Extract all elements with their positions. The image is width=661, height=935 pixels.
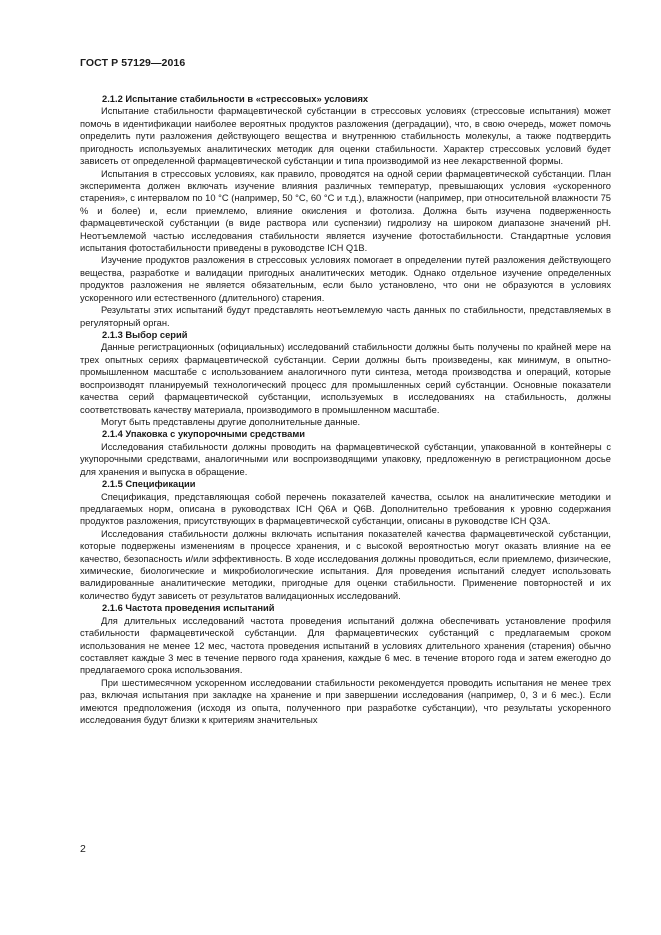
- paragraph: Изучение продуктов разложения в стрессовых условиях помогает в определении путей разложения действующего вещества, разработке и валидации пригодных аналитических методик. Однако отдельное изучение определенных продуктов разложения не является обязательным, если было установлено, что они не образуются в условиях ускоренного или естественного (длительного) старения.: [80, 255, 611, 303]
- section-heading: 2.1.4 Упаковка с укупорочными средствами: [102, 429, 305, 440]
- document-header: ГОСТ Р 57129—2016: [80, 57, 186, 69]
- section-heading: 2.1.6 Частота проведения испытаний: [102, 603, 275, 614]
- paragraph: Результаты этих испытаний будут представлять неотъемлемую часть данных по стабильности, представляемых в регуляторный орган.: [80, 305, 611, 328]
- section-heading: 2.1.3 Выбор серий: [102, 330, 188, 341]
- page-number: 2: [80, 843, 86, 855]
- paragraph: При шестимесячном ускоренном исследовании стабильности рекомендуется проводить испытания не менее трех раз, включая испытания при закладке на хранение и при завершении исследования (например, 0, 3 и 6 мес.). Если имеются предположения (исходя из опыта, полученного при разработке субстанции), что результаты ускоренного исследования будут близки к критериям значительных: [80, 677, 611, 726]
- paragraph: Исследования стабильности должны проводить на фармацевтической субстанции, упакованной в контейнеры с укупорочными средствами, аналогичными или воспроизводящими упаковку, предложенную в регистрационном досье для хранения и выпуска в обращение.: [80, 441, 611, 477]
- paragraph: Могут быть представлены другие дополнительные данные.: [101, 416, 361, 427]
- section-heading: 2.1.5 Спецификации: [102, 479, 196, 490]
- paragraph: Испытания в стрессовых условиях, как правило, проводятся на одной серии фармацевтической субстанции. План эксперимента должен включать изучение влияния различных температур, превышающих условия «ускоренного старения», с интервалом по 10 °С (например, 50 °С, 60 °С и т.д.), влажности (например, при относительной влажности 75 % и более) и, если приемлемо, влияние окисления и фотолиза. Должна быть изучена подверженность фармацевтической субстанции (в виде раствора или суспензии) гидролизу на широком диапазоне значений pH. Неотъемлемой частью исследования стабильности является изучение фотостабильности. Стандартные условия испытания фотостабильности приведены в руководстве ICH Q1B.: [80, 168, 611, 254]
- paragraph: Спецификация, представляющая собой перечень показателей качества, ссылок на аналитические методики и предлагаемых норм, описана в руководствах ICH Q6A и Q6B. Дополнительно требования к уровню содержания продуктов разложения, присутствующих в фармацевтической субстанции, описаны в руководстве ICH Q3A.: [80, 491, 611, 527]
- paragraph: Исследования стабильности должны включать испытания показателей качества фармацевтической субстанции, которые подвержены изменениям в процессе хранения, и с высокой вероятностью могут оказать влияние на ее качество, безопасность и/или эффективность. В ходе исследования должны проводиться, если приемлемо, физические, химические, биологические и микробиологические испытания. Для проведения испытаний следует использовать валидированные аналитические методики, пригодные для оценки стабильности. Применение повторностей и их количество будут зависеть от результатов валидационных исследований.: [80, 528, 611, 601]
- section-heading: 2.1.2 Испытание стабильности в «стрессовых» условиях: [102, 94, 369, 104]
- paragraph: Данные регистрационных (официальных) исследований стабильности должны быть получены по крайней мере на трех опытных сериях фармацевтической субстанции. Серии должны быть произведены, как минимум, в опытно-промышленном масштабе с использованием аналогичного пути синтеза, метода производства и операций, которые воспроизводят планируемый технологический процесс для промышленных серий субстанции. Основные показатели качества серий фармацевтической субстанции, используемых в исследованиях на стабильность, должны соответствовать качеству материала, производимого в промышленном масштабе.: [80, 342, 611, 415]
- paragraph: Испытание стабильности фармацевтической субстанции в стрессовых условиях (стрессовые испытания) может помочь в идентификации наиболее вероятных продуктов разложения (деградации), что, в свою очередь, может помочь определить пути разложения действующего вещества и внутреннюю стабильность молекулы, а также подтвердить пригодность используемых аналитических методик для оценки стабильности. Характер стрессовых условий будет зависеть от определенной фармацевтической субстанции и типа производимой из нее лекарственной формы.: [80, 106, 611, 167]
- document-body: [80, 93, 611, 727]
- paragraph: Для длительных исследований частота проведения испытаний должна обеспечивать установление профиля стабильности фармацевтической субстанции. Для фармацевтических субстанций с предлагаемым сроком использования не менее 12 мес, частота проведения испытаний в условиях длительного хранения (старения) обычно составляет каждые 3 мес в течение первого года хранения, каждые 6 мес. в течение второго года и затем ежегодно до предлагаемого срока использования.: [80, 615, 611, 676]
